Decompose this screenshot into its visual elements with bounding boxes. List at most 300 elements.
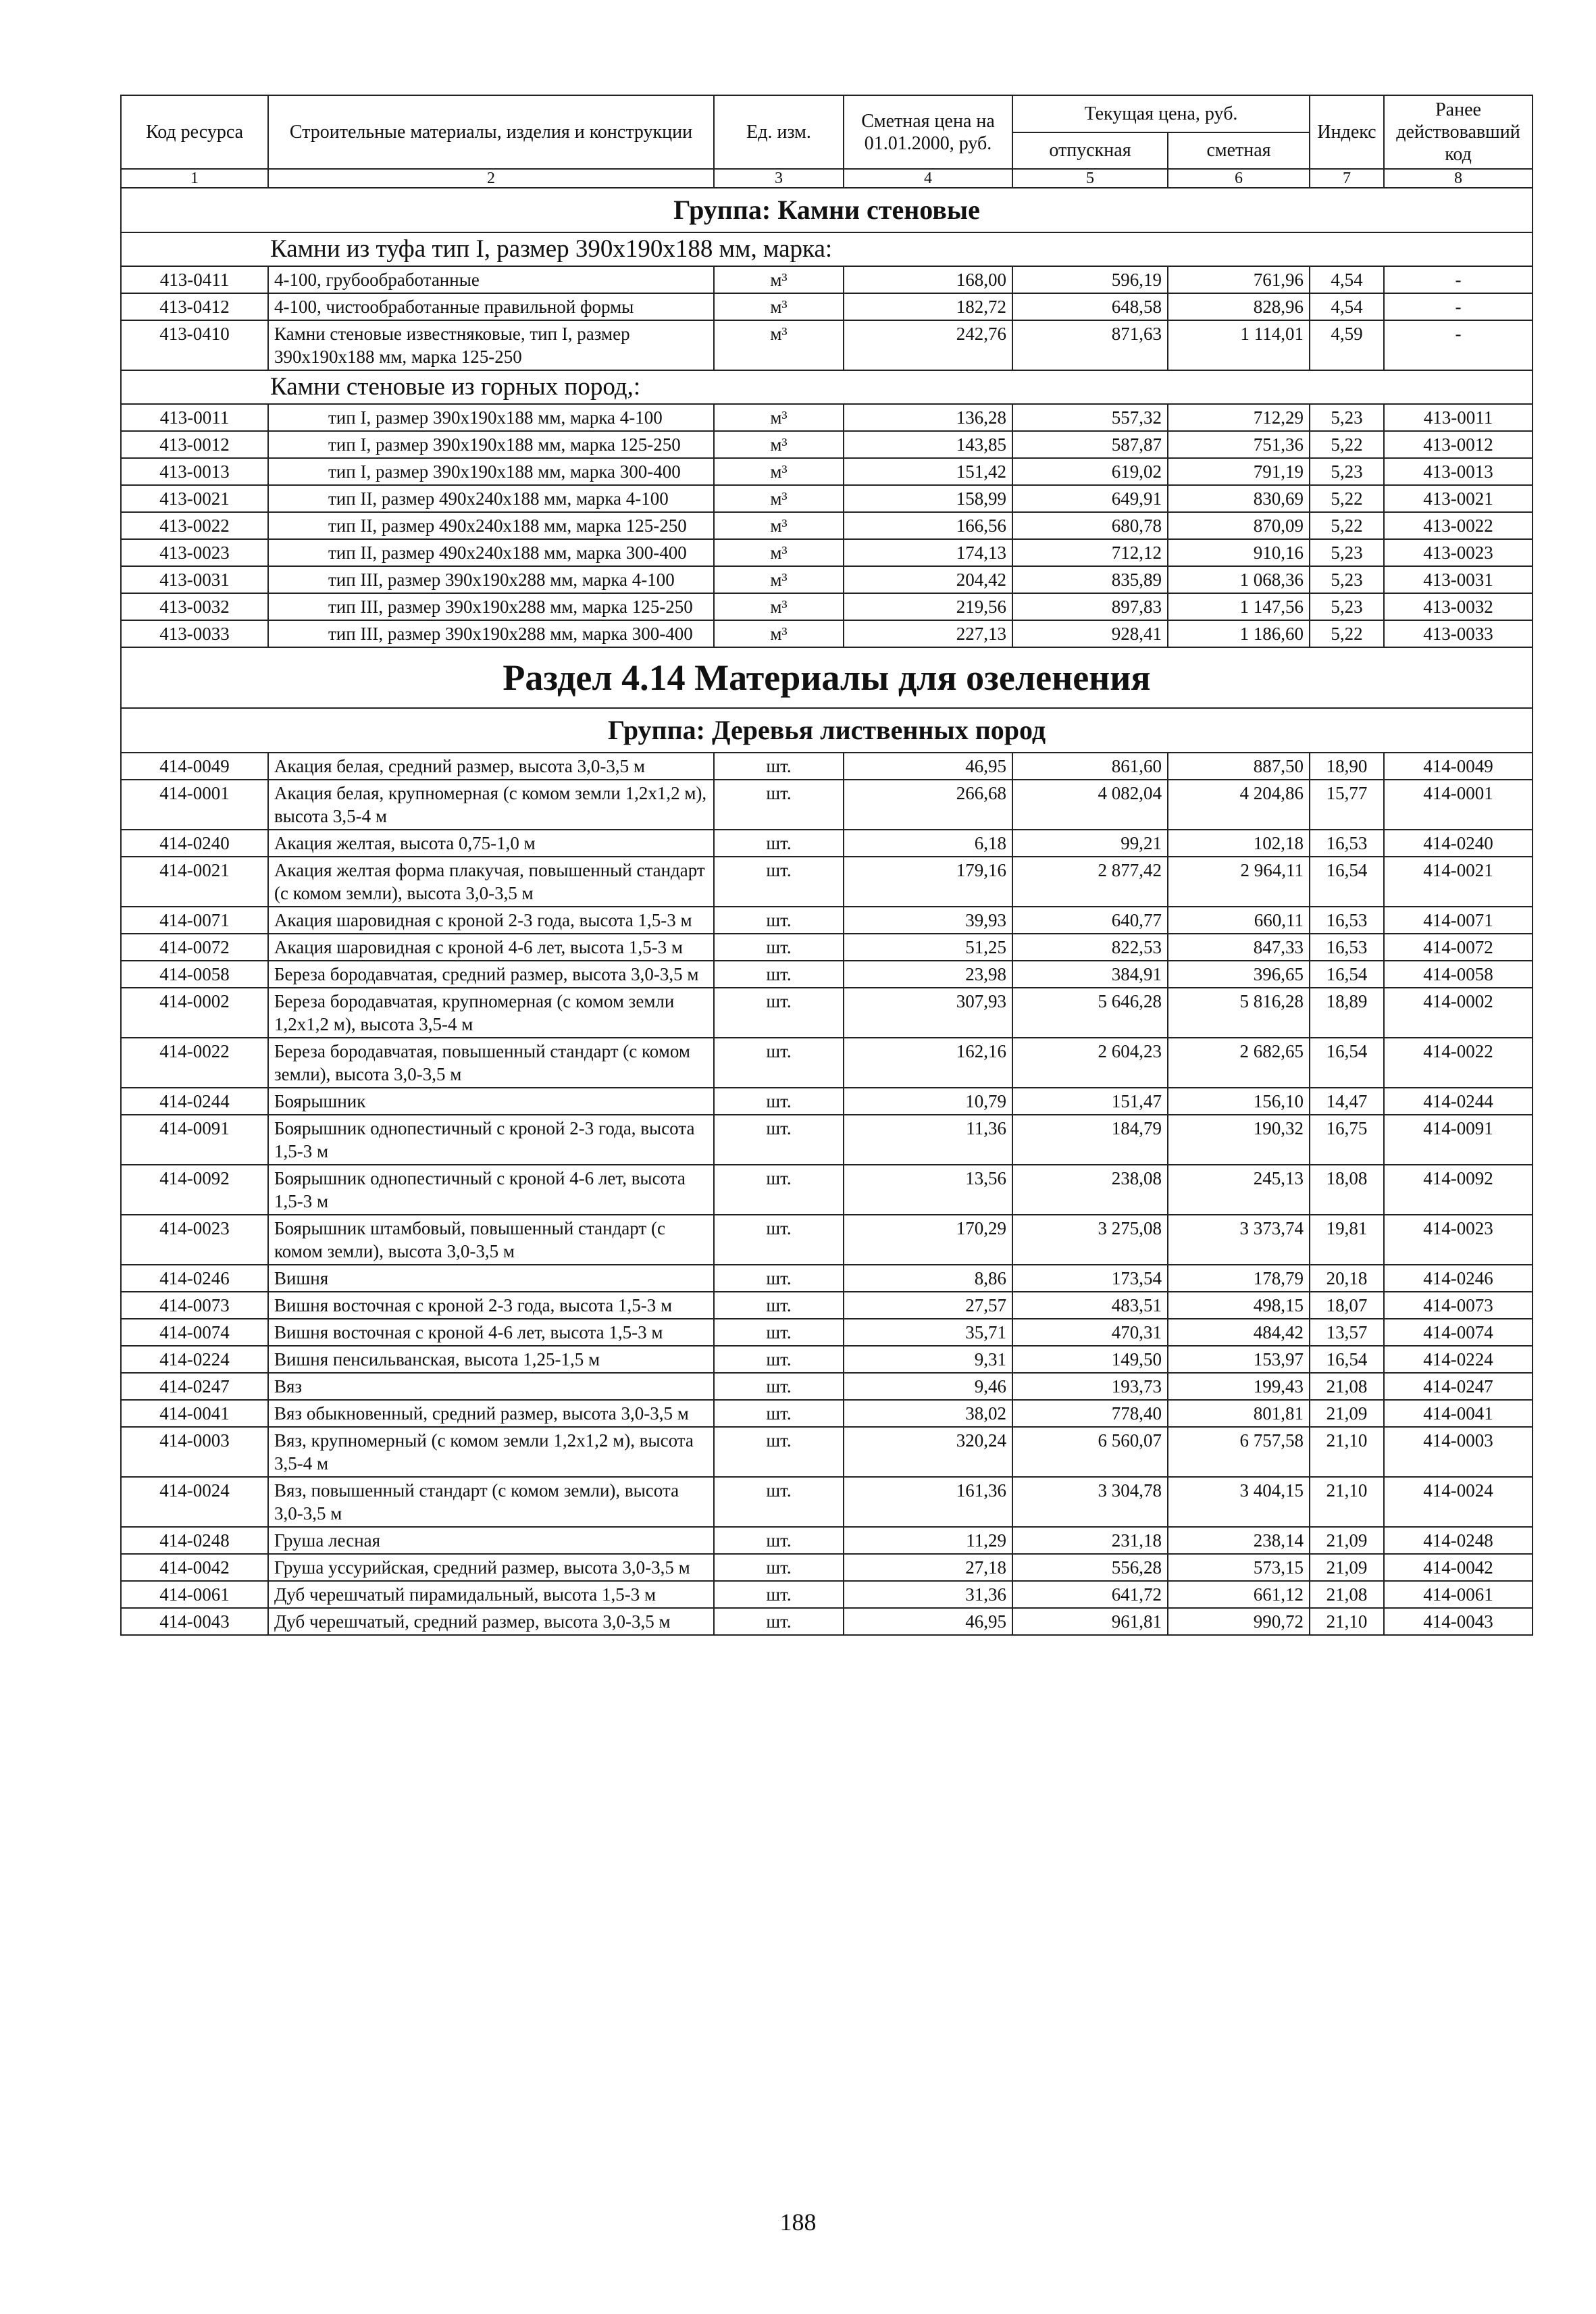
header-unit: Ед. изм. [714, 95, 844, 169]
previous-code: - [1384, 266, 1533, 293]
base-price: 179,16 [844, 857, 1012, 907]
unit: м³ [714, 485, 844, 512]
price-index: 19,81 [1310, 1215, 1384, 1265]
base-price: 174,13 [844, 539, 1012, 566]
estimate-price: 791,19 [1168, 458, 1310, 485]
base-price: 27,18 [844, 1554, 1012, 1581]
unit: шт. [714, 857, 844, 907]
estimate-price: 870,09 [1168, 512, 1310, 539]
resource-code: 413-0022 [121, 512, 268, 539]
group-heading-row [121, 188, 1533, 232]
previous-code: - [1384, 320, 1533, 370]
price-index: 18,07 [1310, 1292, 1384, 1319]
previous-code: 413-0013 [1384, 458, 1533, 485]
table-row [121, 293, 1533, 320]
col-number: 1 [121, 169, 268, 188]
table-row [121, 512, 1533, 539]
base-price: 9,31 [844, 1346, 1012, 1373]
material-name: Акация желтая, высота 0,75-1,0 м [268, 830, 714, 857]
estimate-price: 830,69 [1168, 485, 1310, 512]
price-index: 5,23 [1310, 593, 1384, 620]
estimate-price: 3 373,74 [1168, 1215, 1310, 1265]
release-price: 835,89 [1012, 566, 1168, 593]
estimate-price: 847,33 [1168, 934, 1310, 961]
base-price: 38,02 [844, 1400, 1012, 1427]
price-index: 5,23 [1310, 404, 1384, 431]
unit: шт. [714, 934, 844, 961]
release-price: 557,32 [1012, 404, 1168, 431]
previous-code: 414-0072 [1384, 934, 1533, 961]
base-price: 13,56 [844, 1165, 1012, 1215]
resource-code: 414-0049 [121, 753, 268, 780]
release-price: 871,63 [1012, 320, 1168, 370]
unit: шт. [714, 830, 844, 857]
resource-code: 413-0412 [121, 293, 268, 320]
estimate-price: 660,11 [1168, 907, 1310, 934]
material-name: Акация белая, крупномерная (с комом земли 1,2х1,2 м), высота 3,5-4 м [268, 780, 714, 830]
base-price: 219,56 [844, 593, 1012, 620]
material-name: Акация белая, средний размер, высота 3,0-3,5 м [268, 753, 714, 780]
previous-code: 413-0012 [1384, 431, 1533, 458]
base-price: 170,29 [844, 1215, 1012, 1265]
resource-code: 413-0031 [121, 566, 268, 593]
material-name: Акация шаровидная с кроной 4-6 лет, высота 1,5-3 м [268, 934, 714, 961]
table-row [121, 934, 1533, 961]
table-row [121, 1292, 1533, 1319]
unit: шт. [714, 1292, 844, 1319]
base-price: 266,68 [844, 780, 1012, 830]
base-price: 242,76 [844, 320, 1012, 370]
material-name: Дуб черешчатый пирамидальный, высота 1,5-3 м [268, 1581, 714, 1608]
release-price: 2 604,23 [1012, 1038, 1168, 1088]
estimate-price: 2 964,11 [1168, 857, 1310, 907]
table-row [121, 1088, 1533, 1115]
previous-code: 414-0042 [1384, 1554, 1533, 1581]
price-index: 21,10 [1310, 1608, 1384, 1635]
table-row [121, 620, 1533, 647]
price-index: 16,53 [1310, 907, 1384, 934]
material-name: тип I, размер 390х190х188 мм, марка 4-100 [268, 404, 714, 431]
release-price: 822,53 [1012, 934, 1168, 961]
previous-code: 414-0058 [1384, 961, 1533, 988]
price-index: 4,54 [1310, 293, 1384, 320]
unit: м³ [714, 593, 844, 620]
material-name: Дуб черешчатый, средний размер, высота 3,0-3,5 м [268, 1608, 714, 1635]
previous-code: 414-0091 [1384, 1115, 1533, 1165]
table-row [121, 830, 1533, 857]
resource-code: 414-0024 [121, 1477, 268, 1527]
unit: шт. [714, 1608, 844, 1635]
unit: м³ [714, 620, 844, 647]
estimate-price: 3 404,15 [1168, 1477, 1310, 1527]
resource-code: 414-0042 [121, 1554, 268, 1581]
price-index: 5,22 [1310, 485, 1384, 512]
release-price: 587,87 [1012, 431, 1168, 458]
estimate-price: 761,96 [1168, 266, 1310, 293]
estimate-price: 573,15 [1168, 1554, 1310, 1581]
table-row [121, 566, 1533, 593]
previous-code: - [1384, 293, 1533, 320]
estimate-price: 1 186,60 [1168, 620, 1310, 647]
release-price: 861,60 [1012, 753, 1168, 780]
unit: шт. [714, 780, 844, 830]
previous-code: 414-0248 [1384, 1527, 1533, 1554]
price-index: 14,47 [1310, 1088, 1384, 1115]
resource-code: 414-0001 [121, 780, 268, 830]
price-index: 18,08 [1310, 1165, 1384, 1215]
resource-code: 414-0043 [121, 1608, 268, 1635]
base-price: 10,79 [844, 1088, 1012, 1115]
estimate-price: 5 816,28 [1168, 988, 1310, 1038]
release-price: 2 877,42 [1012, 857, 1168, 907]
table-row [121, 1554, 1533, 1581]
price-index: 15,77 [1310, 780, 1384, 830]
section-title: Раздел 4.14 Материалы для озеленения [121, 647, 1533, 708]
previous-code: 413-0031 [1384, 566, 1533, 593]
resource-code: 413-0012 [121, 431, 268, 458]
base-price: 46,95 [844, 753, 1012, 780]
material-name: Вишня восточная с кроной 2-3 года, высота 1,5-3 м [268, 1292, 714, 1319]
previous-code: 414-0043 [1384, 1608, 1533, 1635]
estimate-price: 238,14 [1168, 1527, 1310, 1554]
header-base-price: Сметная цена на 01.01.2000, руб. [844, 95, 1012, 169]
header-index: Индекс [1310, 95, 1384, 169]
table-row [121, 593, 1533, 620]
base-price: 9,46 [844, 1373, 1012, 1400]
release-price: 151,47 [1012, 1088, 1168, 1115]
unit: шт. [714, 1319, 844, 1346]
release-price: 640,77 [1012, 907, 1168, 934]
col-number: 6 [1168, 169, 1310, 188]
base-price: 182,72 [844, 293, 1012, 320]
release-price: 483,51 [1012, 1292, 1168, 1319]
previous-code: 414-0240 [1384, 830, 1533, 857]
col-number: 3 [714, 169, 844, 188]
unit: м³ [714, 404, 844, 431]
previous-code: 414-0049 [1384, 753, 1533, 780]
previous-code: 414-0001 [1384, 780, 1533, 830]
unit: шт. [714, 1346, 844, 1373]
previous-code: 414-0003 [1384, 1427, 1533, 1477]
material-name: Береза бородавчатая, средний размер, высота 3,0-3,5 м [268, 961, 714, 988]
price-index: 5,23 [1310, 539, 1384, 566]
unit: шт. [714, 753, 844, 780]
unit: шт. [714, 1554, 844, 1581]
release-price: 3 304,78 [1012, 1477, 1168, 1527]
resource-code: 414-0247 [121, 1373, 268, 1400]
price-index: 21,08 [1310, 1373, 1384, 1400]
table-row [121, 458, 1533, 485]
unit: м³ [714, 266, 844, 293]
estimate-price: 178,79 [1168, 1265, 1310, 1292]
table-body [121, 188, 1533, 1635]
table-row [121, 266, 1533, 293]
unit: м³ [714, 320, 844, 370]
previous-code: 414-0021 [1384, 857, 1533, 907]
estimate-price: 661,12 [1168, 1581, 1310, 1608]
previous-code: 414-0092 [1384, 1165, 1533, 1215]
base-price: 320,24 [844, 1427, 1012, 1477]
base-price: 161,36 [844, 1477, 1012, 1527]
price-index: 16,54 [1310, 961, 1384, 988]
table-row [121, 961, 1533, 988]
table-row [121, 1527, 1533, 1554]
estimate-price: 498,15 [1168, 1292, 1310, 1319]
resource-code: 414-0224 [121, 1346, 268, 1373]
price-index: 13,57 [1310, 1319, 1384, 1346]
release-price: 619,02 [1012, 458, 1168, 485]
material-name: Вишня [268, 1265, 714, 1292]
table-row [121, 1608, 1533, 1635]
estimate-price: 102,18 [1168, 830, 1310, 857]
price-document [120, 95, 1532, 1636]
estimate-price: 1 147,56 [1168, 593, 1310, 620]
base-price: 6,18 [844, 830, 1012, 857]
table-row [121, 1165, 1533, 1215]
table-row [121, 780, 1533, 830]
base-price: 204,42 [844, 566, 1012, 593]
release-price: 99,21 [1012, 830, 1168, 857]
header-code: Код ресурса [121, 95, 268, 169]
unit: шт. [714, 1038, 844, 1088]
estimate-price: 1 068,36 [1168, 566, 1310, 593]
material-name: Вяз обыкновенный, средний размер, высота 3,0-3,5 м [268, 1400, 714, 1427]
material-name: тип II, размер 490х240х188 мм, марка 125-250 [268, 512, 714, 539]
previous-code: 414-0244 [1384, 1088, 1533, 1115]
previous-code: 414-0023 [1384, 1215, 1533, 1265]
price-index: 5,22 [1310, 512, 1384, 539]
resource-code: 414-0071 [121, 907, 268, 934]
release-price: 231,18 [1012, 1527, 1168, 1554]
price-index: 16,53 [1310, 830, 1384, 857]
resource-code: 414-0021 [121, 857, 268, 907]
estimate-price: 484,42 [1168, 1319, 1310, 1346]
previous-code: 413-0023 [1384, 539, 1533, 566]
unit: м³ [714, 293, 844, 320]
price-index: 5,22 [1310, 431, 1384, 458]
resource-code: 414-0074 [121, 1319, 268, 1346]
resource-code: 414-0061 [121, 1581, 268, 1608]
estimate-price: 887,50 [1168, 753, 1310, 780]
resource-code: 413-0411 [121, 266, 268, 293]
estimate-price: 2 682,65 [1168, 1038, 1310, 1088]
unit: шт. [714, 1165, 844, 1215]
price-index: 4,59 [1310, 320, 1384, 370]
release-price: 928,41 [1012, 620, 1168, 647]
previous-code: 414-0061 [1384, 1581, 1533, 1608]
release-price: 4 082,04 [1012, 780, 1168, 830]
table-row [121, 1115, 1533, 1165]
previous-code: 414-0073 [1384, 1292, 1533, 1319]
base-price: 46,95 [844, 1608, 1012, 1635]
material-name: Вяз, повышенный стандарт (с комом земли), высота 3,0-3,5 м [268, 1477, 714, 1527]
previous-code: 413-0021 [1384, 485, 1533, 512]
col-number: 4 [844, 169, 1012, 188]
table-row [121, 1265, 1533, 1292]
previous-code: 414-0247 [1384, 1373, 1533, 1400]
unit: шт. [714, 1215, 844, 1265]
table-row [121, 1038, 1533, 1088]
previous-code: 413-0022 [1384, 512, 1533, 539]
estimate-price: 190,32 [1168, 1115, 1310, 1165]
resource-code: 414-0022 [121, 1038, 268, 1088]
resource-code: 414-0041 [121, 1400, 268, 1427]
table-row [121, 1346, 1533, 1373]
unit: шт. [714, 1527, 844, 1554]
table-row [121, 1427, 1533, 1477]
material-name: тип III, размер 390х190х288 мм, марка 300-400 [268, 620, 714, 647]
base-price: 8,86 [844, 1265, 1012, 1292]
release-price: 712,12 [1012, 539, 1168, 566]
subgroup-title: Камни стеновые из горных пород,: [121, 370, 1533, 404]
resource-code: 414-0073 [121, 1292, 268, 1319]
header-name: Строительные материалы, изделия и конструкции [268, 95, 714, 169]
previous-code: 414-0022 [1384, 1038, 1533, 1088]
previous-code: 414-0074 [1384, 1319, 1533, 1346]
material-name: Акация шаровидная с кроной 2-3 года, высота 1,5-3 м [268, 907, 714, 934]
table-row [121, 1581, 1533, 1608]
previous-code: 414-0024 [1384, 1477, 1533, 1527]
unit: шт. [714, 1373, 844, 1400]
group-title: Группа: Деревья лиственных пород [121, 708, 1533, 753]
estimate-price: 396,65 [1168, 961, 1310, 988]
unit: м³ [714, 458, 844, 485]
table-row [121, 857, 1533, 907]
header-release: отпускная [1012, 132, 1168, 170]
base-price: 51,25 [844, 934, 1012, 961]
estimate-price: 156,10 [1168, 1088, 1310, 1115]
price-index: 21,08 [1310, 1581, 1384, 1608]
price-index: 21,09 [1310, 1554, 1384, 1581]
resource-code: 413-0032 [121, 593, 268, 620]
table-row [121, 539, 1533, 566]
price-index: 21,09 [1310, 1527, 1384, 1554]
base-price: 168,00 [844, 266, 1012, 293]
page-number: 188 [779, 2209, 817, 2236]
release-price: 184,79 [1012, 1115, 1168, 1165]
table-row [121, 485, 1533, 512]
estimate-price: 199,43 [1168, 1373, 1310, 1400]
header-current-price: Текущая цена, руб. [1012, 95, 1310, 132]
unit: шт. [714, 1088, 844, 1115]
release-price: 6 560,07 [1012, 1427, 1168, 1477]
base-price: 27,57 [844, 1292, 1012, 1319]
estimate-price: 1 114,01 [1168, 320, 1310, 370]
table-row [121, 907, 1533, 934]
release-price: 173,54 [1012, 1265, 1168, 1292]
previous-code: 413-0033 [1384, 620, 1533, 647]
price-index: 16,53 [1310, 934, 1384, 961]
resource-code: 413-0023 [121, 539, 268, 566]
unit: шт. [714, 988, 844, 1038]
release-price: 238,08 [1012, 1165, 1168, 1215]
release-price: 778,40 [1012, 1400, 1168, 1427]
previous-code: 413-0032 [1384, 593, 1533, 620]
base-price: 35,71 [844, 1319, 1012, 1346]
price-index: 5,22 [1310, 620, 1384, 647]
release-price: 897,83 [1012, 593, 1168, 620]
release-price: 596,19 [1012, 266, 1168, 293]
base-price: 136,28 [844, 404, 1012, 431]
base-price: 23,98 [844, 961, 1012, 988]
material-name: Груша уссурийская, средний размер, высота 3,0-3,5 м [268, 1554, 714, 1581]
unit: шт. [714, 1265, 844, 1292]
table-row [121, 1400, 1533, 1427]
material-name: тип III, размер 390х190х288 мм, марка 125-250 [268, 593, 714, 620]
resource-code: 414-0091 [121, 1115, 268, 1165]
price-index: 21,09 [1310, 1400, 1384, 1427]
table-row [121, 988, 1533, 1038]
material-name: тип III, размер 390х190х288 мм, марка 4-100 [268, 566, 714, 593]
resource-code: 413-0011 [121, 404, 268, 431]
material-name: Боярышник однопестичный с кроной 4-6 лет, высота 1,5-3 м [268, 1165, 714, 1215]
previous-code: 414-0041 [1384, 1400, 1533, 1427]
header-estimate: сметная [1168, 132, 1310, 170]
material-name: Береза бородавчатая, крупномерная (с комом земли 1,2х1,2 м), высота 3,5-4 м [268, 988, 714, 1038]
price-index: 18,90 [1310, 753, 1384, 780]
previous-code: 414-0071 [1384, 907, 1533, 934]
price-index: 21,10 [1310, 1477, 1384, 1527]
price-index: 21,10 [1310, 1427, 1384, 1477]
table-row [121, 320, 1533, 370]
release-price: 556,28 [1012, 1554, 1168, 1581]
base-price: 151,42 [844, 458, 1012, 485]
header-prev-code: Ранее действовавший код [1384, 95, 1533, 169]
base-price: 11,29 [844, 1527, 1012, 1554]
material-name: Вяз, крупномерный (с комом земли 1,2х1,2 м), высота 3,5-4 м [268, 1427, 714, 1477]
material-name: Боярышник однопестичный с кроной 2-3 года, высота 1,5-3 м [268, 1115, 714, 1165]
base-price: 307,93 [844, 988, 1012, 1038]
table-row [121, 753, 1533, 780]
price-index: 18,89 [1310, 988, 1384, 1038]
resource-code: 413-0033 [121, 620, 268, 647]
base-price: 31,36 [844, 1581, 1012, 1608]
release-price: 5 646,28 [1012, 988, 1168, 1038]
release-price: 961,81 [1012, 1608, 1168, 1635]
resource-code: 414-0240 [121, 830, 268, 857]
previous-code: 414-0224 [1384, 1346, 1533, 1373]
resource-code: 414-0246 [121, 1265, 268, 1292]
estimate-price: 990,72 [1168, 1608, 1310, 1635]
price-index: 16,54 [1310, 1038, 1384, 1088]
unit: м³ [714, 512, 844, 539]
resource-code: 414-0248 [121, 1527, 268, 1554]
base-price: 11,36 [844, 1115, 1012, 1165]
group-title: Группа: Камни стеновые [121, 188, 1533, 232]
estimate-price: 4 204,86 [1168, 780, 1310, 830]
table-header [121, 95, 1533, 188]
material-name: тип II, размер 490х240х188 мм, марка 4-100 [268, 485, 714, 512]
price-index: 20,18 [1310, 1265, 1384, 1292]
unit: шт. [714, 1427, 844, 1477]
estimate-price: 712,29 [1168, 404, 1310, 431]
unit: м³ [714, 431, 844, 458]
resource-code: 413-0410 [121, 320, 268, 370]
resource-code: 413-0013 [121, 458, 268, 485]
subgroup-heading-row [121, 370, 1533, 404]
unit: м³ [714, 566, 844, 593]
unit: шт. [714, 961, 844, 988]
price-index: 16,54 [1310, 857, 1384, 907]
unit: м³ [714, 539, 844, 566]
release-price: 680,78 [1012, 512, 1168, 539]
material-name: тип I, размер 390х190х188 мм, марка 125-250 [268, 431, 714, 458]
resource-code: 413-0021 [121, 485, 268, 512]
estimate-price: 153,97 [1168, 1346, 1310, 1373]
price-table [120, 95, 1533, 1636]
resource-code: 414-0244 [121, 1088, 268, 1115]
resource-code: 414-0072 [121, 934, 268, 961]
